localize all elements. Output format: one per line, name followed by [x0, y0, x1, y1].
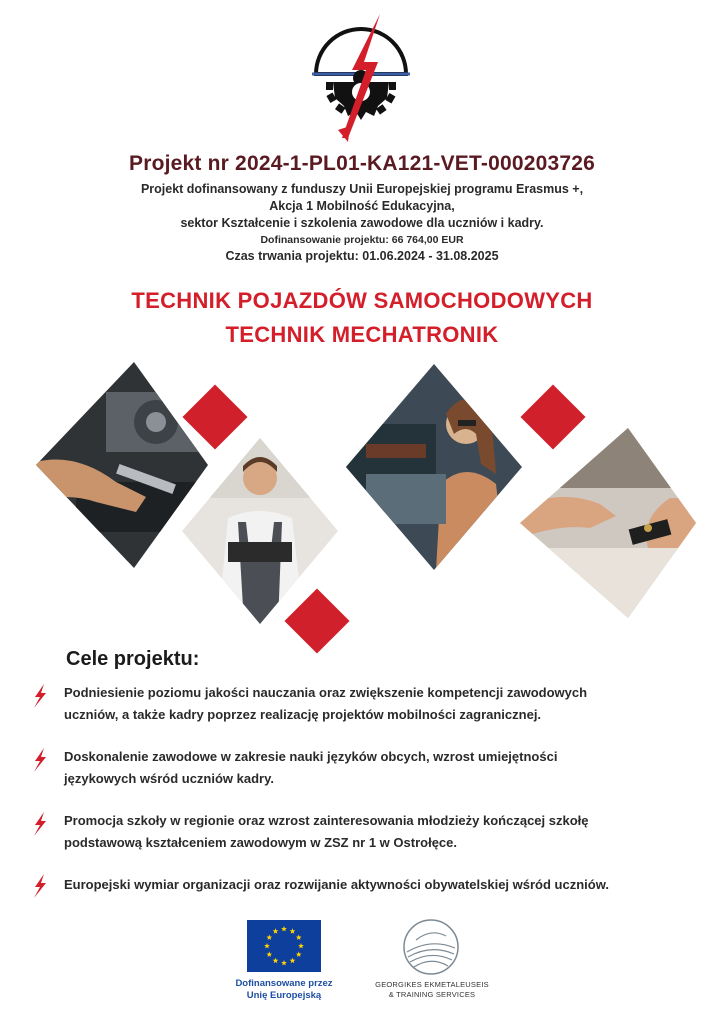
- goal-text-line: podstawową kształceniem zawodowym w ZSZ nr 1 w Ostrołęce.: [64, 835, 457, 850]
- partner-caption: & TRAINING SERVICES: [388, 990, 476, 999]
- goal-item: [64, 746, 704, 790]
- goal-text-line: uczniów, a także kadry poprzez realizację projektów mobilności zagranicznej.: [64, 707, 542, 722]
- partner-caption: GEORGIKES EKMETALEUSEIS: [375, 980, 489, 989]
- lightning-bullet-icon: [32, 748, 48, 772]
- goals-title: Cele projektu:: [66, 648, 200, 670]
- profession-title-automotive: TECHNIK POJAZDÓW SAMOCHODOWYCH: [131, 288, 593, 313]
- goal-text-line: Podniesienie poziomu jakości nauczania oraz zwiększenie kompetencji zawodowych: [64, 685, 588, 700]
- sector-line: sektor Kształcenie i szkolenia zawodowe dla uczniów i kadry.: [180, 216, 544, 230]
- school-logo: [308, 12, 414, 144]
- eu-caption: Unię Europejską: [246, 990, 322, 1001]
- project-number: Projekt nr 2024-1-PL01-KA121-VET-000203726: [129, 152, 595, 175]
- goal-text-line: Doskonalenie zawodowe w zakresie nauki języków obcych, wzrost umiejętności: [64, 749, 558, 764]
- goal-text-line: językowych wśród uczniów kadry.: [64, 771, 274, 786]
- lightning-bullet-icon: [32, 684, 48, 708]
- funding-amount: Dofinansowanie projektu: 66 764,00 EUR: [260, 234, 464, 246]
- profession-title-mechatronics: TECHNIK MECHATRONIK: [225, 322, 499, 347]
- goal-text-line: Promocja szkoły w regionie oraz wzrost zainteresowania młodzieży kończącej szkołę: [64, 813, 589, 828]
- goal-item: [64, 682, 704, 726]
- project-duration: Czas trwania projektu: 01.06.2024 - 31.08.2025: [225, 249, 499, 263]
- partner-logo: [402, 918, 460, 976]
- goal-item: [64, 874, 704, 896]
- action-line: Akcja 1 Mobilność Edukacyjna,: [269, 199, 455, 213]
- eu-flag-icon: [247, 920, 321, 972]
- photo-electronics-lab: [346, 364, 522, 570]
- photo-soldering: [520, 428, 696, 618]
- lightning-bullet-icon: [32, 812, 48, 836]
- funding-source-line: Projekt dofinansowany z funduszy Unii Europejskiej programu Erasmus +,: [140, 182, 584, 196]
- lightning-bullet-icon: [32, 874, 48, 898]
- goal-text-line: Europejski wymiar organizacji oraz rozwijanie aktywności obywatelskiej wśród uczniów.: [64, 877, 609, 892]
- goal-item: [64, 810, 704, 854]
- eu-caption: Dofinansowane przez: [235, 978, 333, 989]
